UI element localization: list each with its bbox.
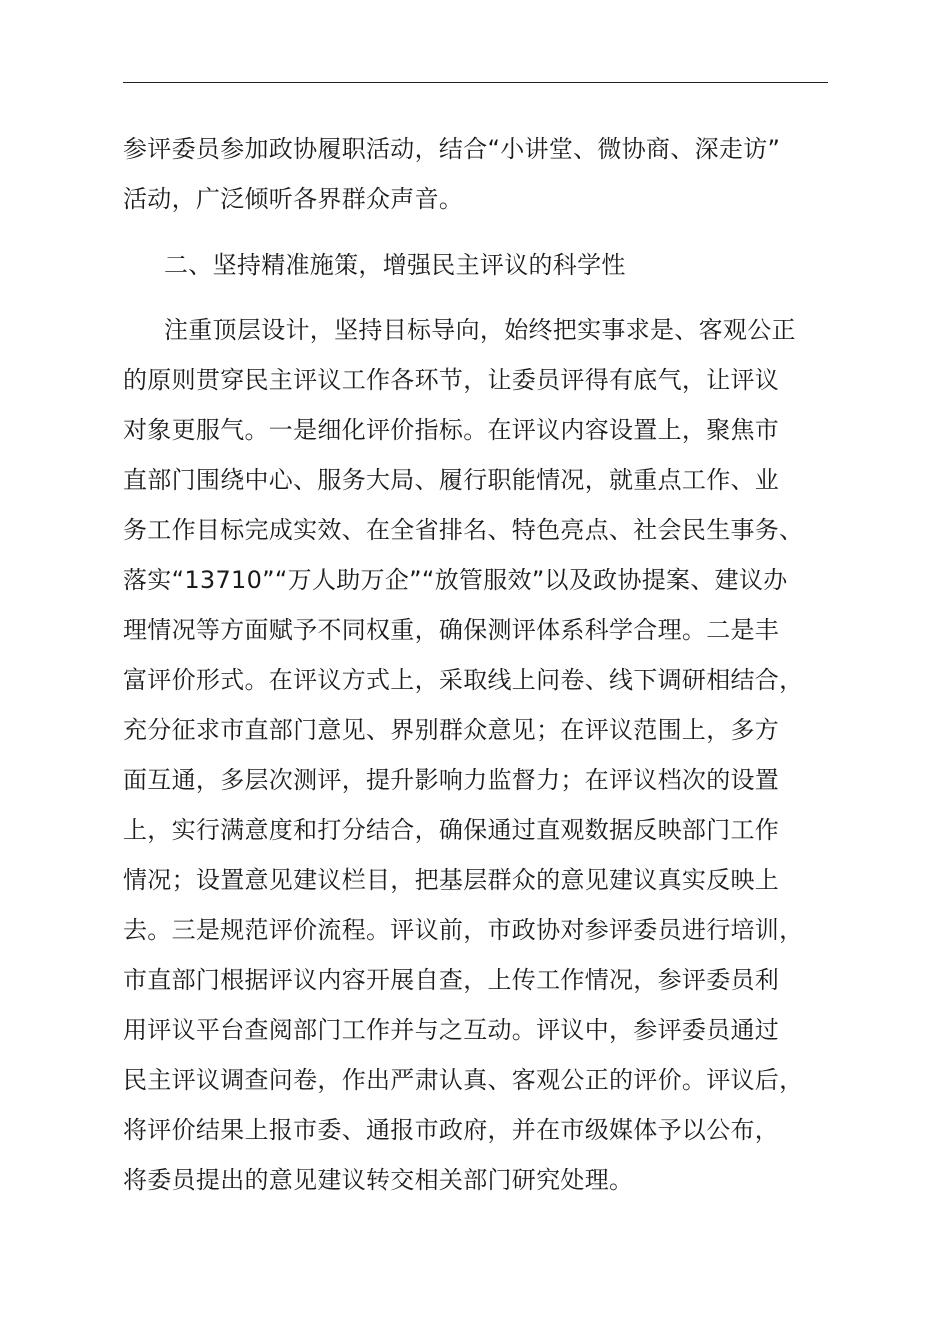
text-line: 直部门围绕中心、服务大局、履行职能情况，就重点工作、业 (123, 466, 780, 494)
text-line: 将评价结果上报市委、通报市政府，并在市级媒体予以公布， (123, 1116, 780, 1144)
text-line: 活动，广泛倾听各界群众声音。 (123, 185, 464, 213)
text-line: 富评价形式。在评议方式上，采取线上问卷、线下调研相结合， (123, 666, 804, 694)
text-line: 落实“13710”“万人助万企”“放管服效”以及政协提案、建议办 (123, 566, 788, 594)
text-line: 参评委员参加政协履职活动，结合“小讲堂、微协商、深走访” (123, 135, 781, 163)
header-divider (123, 82, 828, 83)
text-line: 面互通，多层次测评，提升影响力监督力；在评议档次的设置 (123, 766, 780, 794)
text-line: 情况；设置意见建议栏目，把基层群众的意见建议真实反映上 (123, 866, 780, 894)
text-line: 充分征求市直部门意见、界别群众意见；在评议范围上，多方 (123, 716, 780, 744)
text-line: 去。三是规范评价流程。评议前，市政协对参评委员进行培训， (123, 916, 804, 944)
text-line: 务工作目标完成实效、在全省排名、特色亮点、社会民生事务、 (123, 516, 804, 544)
text-line: 用评议平台查阅部门工作并与之互动。评议中，参评委员通过 (123, 1016, 780, 1044)
text-line: 市直部门根据评议内容开展自查，上传工作情况，参评委员利 (123, 966, 780, 994)
text-line: 理情况等方面赋予不同权重，确保测评体系科学合理。二是丰 (123, 616, 780, 644)
text-line: 对象更服气。一是细化评价指标。在评议内容设置上，聚焦市 (123, 416, 780, 444)
section-heading: 二、坚持精准施策，增强民主评议的科学性 (164, 251, 626, 279)
text-line: 的原则贯穿民主评议工作各环节，让委员评得有底气，让评议 (123, 366, 780, 394)
text-line: 将委员提出的意见建议转交相关部门研究处理。 (123, 1166, 634, 1194)
text-line: 民主评议调查问卷，作出严肃认真、客观公正的评价。评议后， (123, 1066, 804, 1094)
paragraph-first-line: 注重顶层设计，坚持目标导向，始终把实事求是、客观公正 (164, 316, 796, 344)
text-line: 上，实行满意度和打分结合，确保通过直观数据反映部门工作 (123, 816, 780, 844)
